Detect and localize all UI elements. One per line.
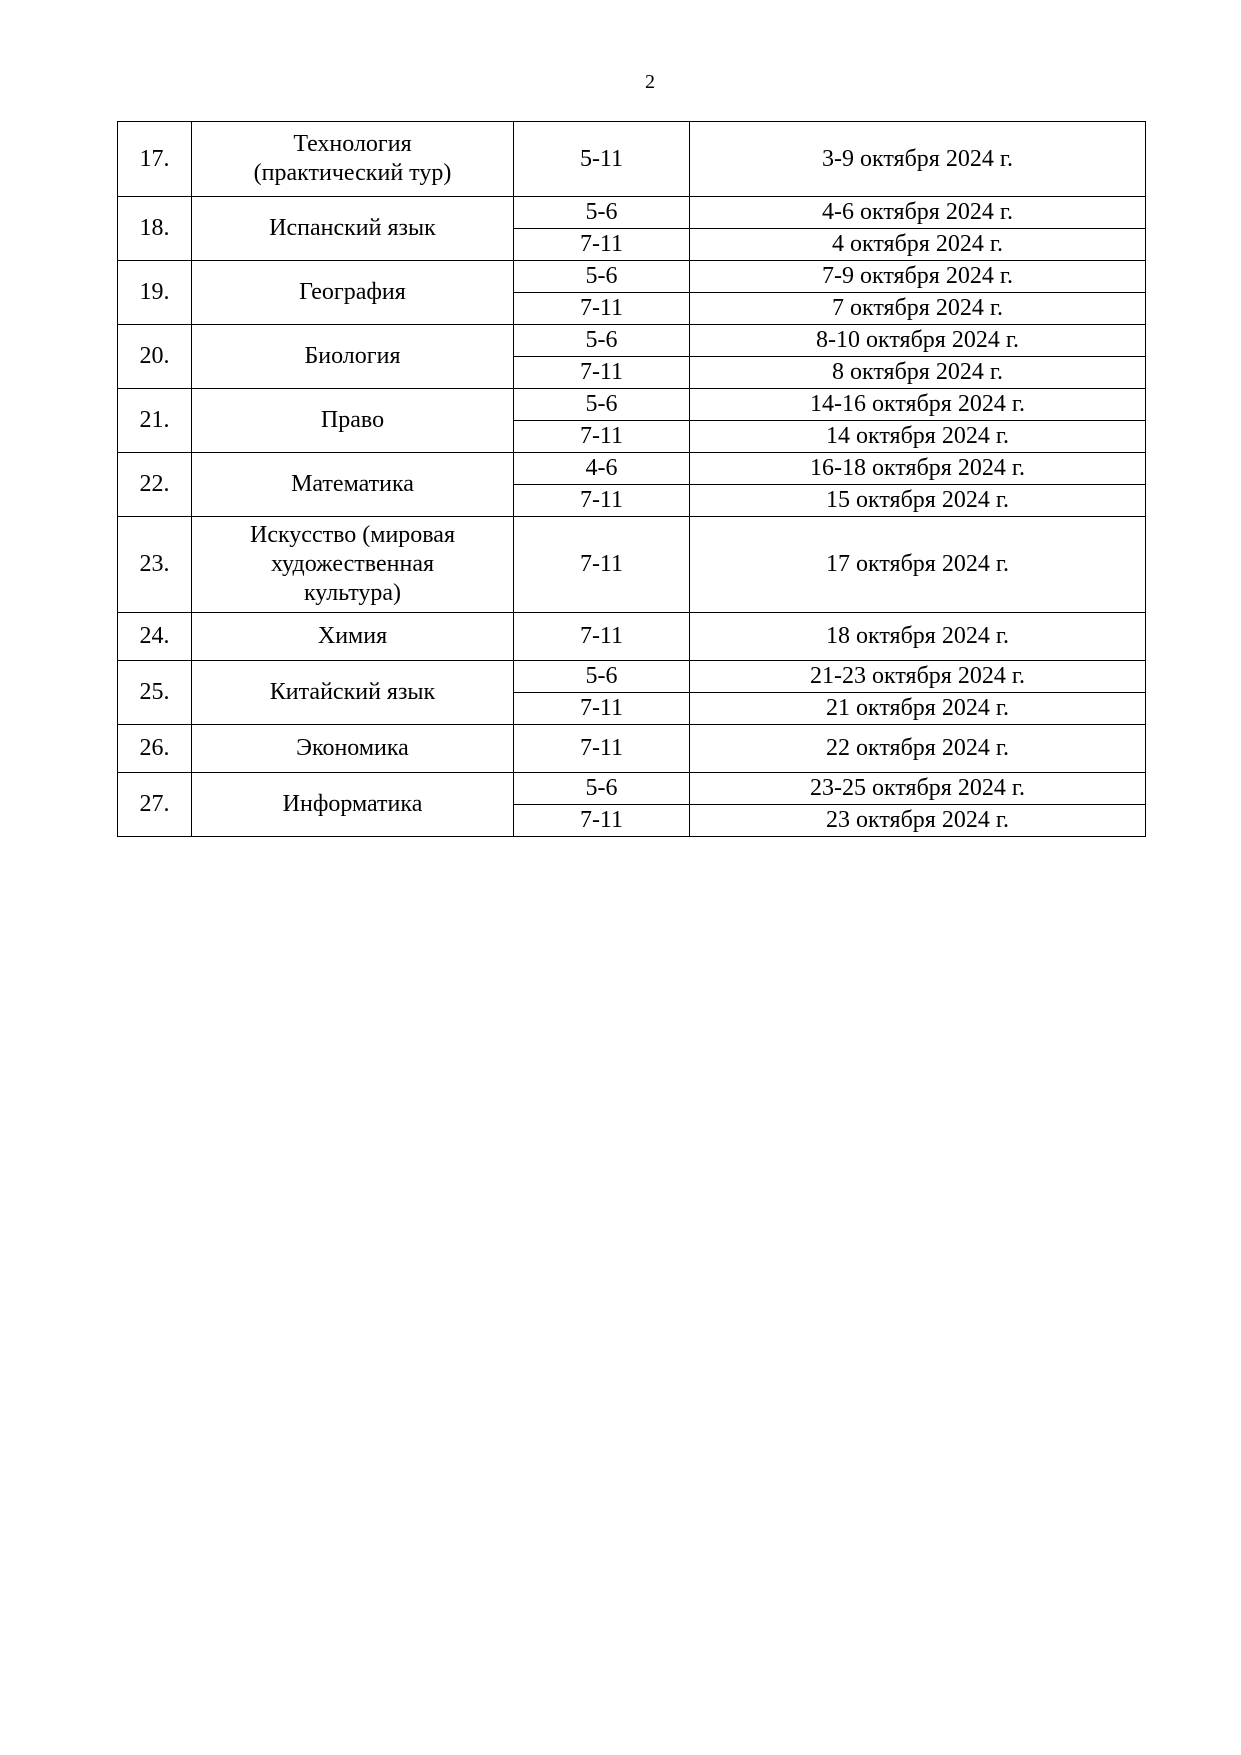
table-row (118, 197, 1146, 229)
table-row (118, 389, 1146, 421)
row-number: 25. (118, 661, 192, 725)
grades: 7-11 (514, 421, 690, 453)
row-number: 17. (118, 122, 192, 197)
grades: 5-6 (514, 389, 690, 421)
subject-name: Экономика (192, 725, 514, 773)
grades: 5-6 (514, 261, 690, 293)
date: 18 октября 2024 г. (690, 613, 1146, 661)
date: 21 октября 2024 г. (690, 693, 1146, 725)
grades: 5-11 (514, 122, 690, 197)
row-number: 23. (118, 517, 192, 613)
date: 23-25 октября 2024 г. (690, 773, 1146, 805)
table-row (118, 325, 1146, 357)
date: 16-18 октября 2024 г. (690, 453, 1146, 485)
row-number: 21. (118, 389, 192, 453)
row-number: 24. (118, 613, 192, 661)
table-row (118, 773, 1146, 805)
grades: 7-11 (514, 805, 690, 837)
grades: 7-11 (514, 229, 690, 261)
grades: 7-11 (514, 613, 690, 661)
grades: 5-6 (514, 773, 690, 805)
grades: 5-6 (514, 325, 690, 357)
grades: 5-6 (514, 197, 690, 229)
row-number: 26. (118, 725, 192, 773)
subject-name: Биология (192, 325, 514, 389)
table-row (118, 517, 1146, 613)
grades: 7-11 (514, 517, 690, 613)
table-row (118, 261, 1146, 293)
date: 7 октября 2024 г. (690, 293, 1146, 325)
table-row (118, 661, 1146, 693)
page-number: 2 (645, 71, 655, 93)
grades: 4-6 (514, 453, 690, 485)
grades: 7-11 (514, 485, 690, 517)
subject-name: Математика (192, 453, 514, 517)
date: 8-10 октября 2024 г. (690, 325, 1146, 357)
date: 4-6 октября 2024 г. (690, 197, 1146, 229)
date: 17 октября 2024 г. (690, 517, 1146, 613)
subject-name: Технология (практический тур) (192, 122, 514, 197)
row-number: 27. (118, 773, 192, 837)
date: 14 октября 2024 г. (690, 421, 1146, 453)
date: 23 октября 2024 г. (690, 805, 1146, 837)
date: 8 октября 2024 г. (690, 357, 1146, 389)
row-number: 22. (118, 453, 192, 517)
table-row (118, 453, 1146, 485)
grades: 5-6 (514, 661, 690, 693)
date: 21-23 октября 2024 г. (690, 661, 1146, 693)
subject-name: Право (192, 389, 514, 453)
table-row (118, 613, 1146, 661)
date: 22 октября 2024 г. (690, 725, 1146, 773)
subject-name: Информатика (192, 773, 514, 837)
subject-name: Испанский язык (192, 197, 514, 261)
row-number: 20. (118, 325, 192, 389)
row-number: 18. (118, 197, 192, 261)
date: 14-16 октября 2024 г. (690, 389, 1146, 421)
olympiad-schedule-table (117, 121, 1146, 837)
subject-name: Химия (192, 613, 514, 661)
table-row (118, 122, 1146, 197)
grades: 7-11 (514, 693, 690, 725)
subject-name: География (192, 261, 514, 325)
subject-name: Искусство (мировая художественная культура) (192, 517, 514, 613)
date: 15 октября 2024 г. (690, 485, 1146, 517)
grades: 7-11 (514, 293, 690, 325)
date: 4 октября 2024 г. (690, 229, 1146, 261)
date: 3-9 октября 2024 г. (690, 122, 1146, 197)
table-row (118, 725, 1146, 773)
subject-name: Китайский язык (192, 661, 514, 725)
row-number: 19. (118, 261, 192, 325)
grades: 7-11 (514, 725, 690, 773)
grades: 7-11 (514, 357, 690, 389)
date: 7-9 октября 2024 г. (690, 261, 1146, 293)
